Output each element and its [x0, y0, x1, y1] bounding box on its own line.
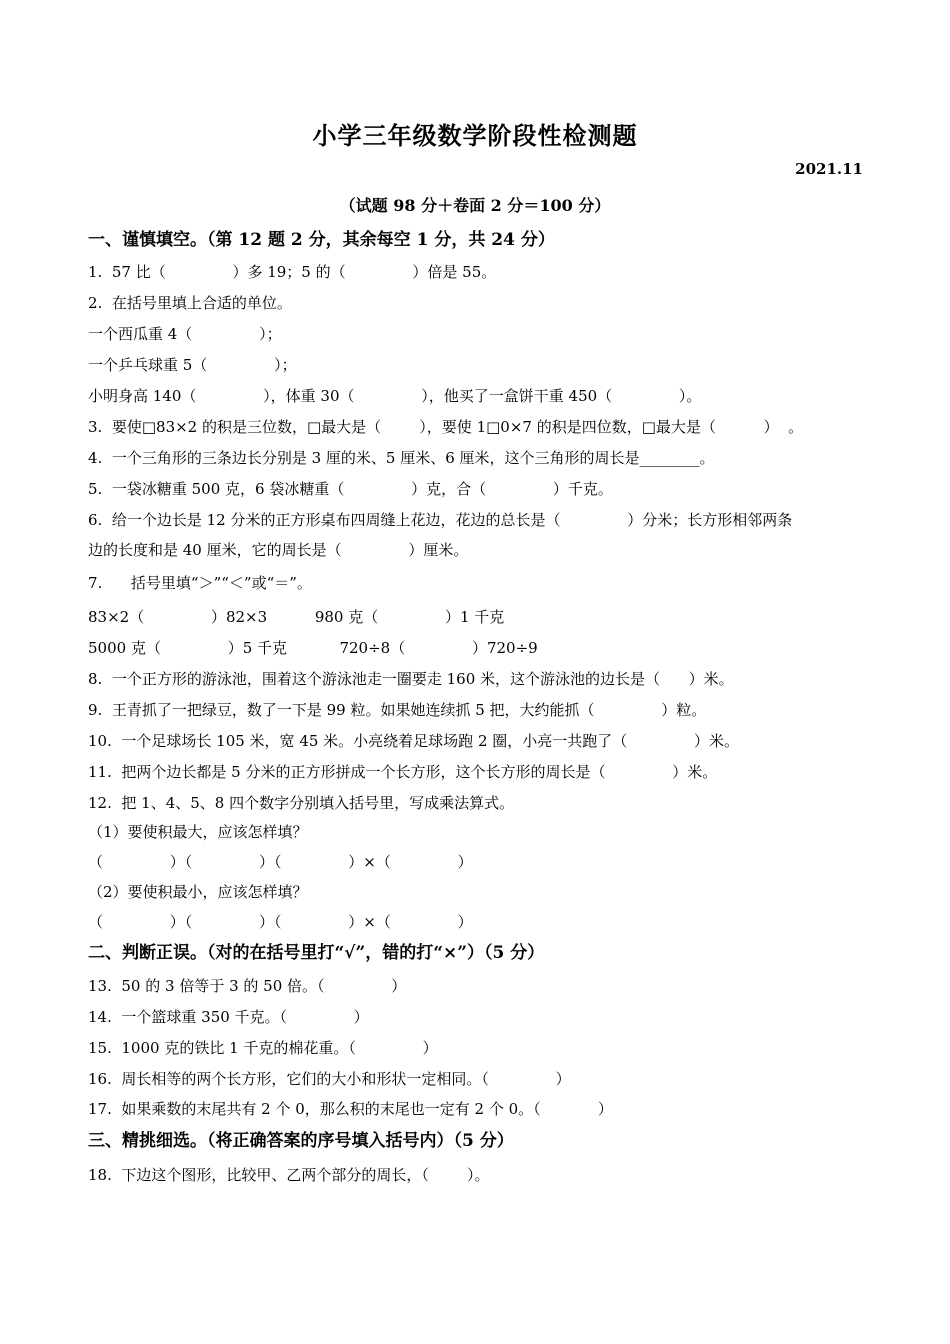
question-10: 10. 一个足球场长 105 米，宽 45 米。小亮绕着足球场跑 2 圈，小亮一共跑了（ ）米。: [88, 732, 740, 750]
question-12-answer-1: （ ）（ ）（ ）×（ ）: [88, 853, 473, 871]
question-12-part-2: （2）要使积最小，应该怎样填？: [88, 883, 308, 901]
question-12-part-1: （1）要使积最大，应该怎样填？: [88, 823, 308, 841]
question-13: 13. 50 的 3 倍等于 3 的 50 倍。（ ）: [88, 977, 407, 995]
question-17: 17. 如果乘数的末尾共有 2 个 0，那么积的末尾也一定有 2 个 0。（ ）: [88, 1100, 613, 1118]
question-7: 7. 括号里填“＞”“＜”或“＝”。: [88, 574, 312, 592]
question-15: 15. 1000 克的铁比 1 千克的棉花重。（ ）: [88, 1039, 438, 1057]
question-2-line-b: 一个乒乓球重 5（ ）；: [88, 356, 297, 374]
question-1: 1. 57 比（ ）多 19；5 的（ ）倍是 55。: [88, 263, 497, 281]
question-2-line-a: 一个西瓜重 4（ ）；: [88, 325, 282, 343]
question-11: 11. 把两个边长都是 5 分米的正方形拼成一个长方形，这个长方形的周长是（ ）米。: [88, 763, 718, 781]
question-16: 16. 周长相等的两个长方形，它们的大小和形状一定相同。（ ）: [88, 1070, 571, 1088]
question-4: 4. 一个三角形的三条边长分别是 3 厘的米、5 厘米、6 厘米，这个三角形的周长是________。: [88, 449, 715, 467]
section-heading-1: 一、谨慎填空。（第 12 题 2 分，其余每空 1 分，共 24 分）: [88, 230, 555, 250]
section-heading-3: 三、精挑细选。（将正确答案的序号填入括号内）（5 分）: [88, 1131, 514, 1151]
question-14: 14. 一个篮球重 350 千克。（ ）: [88, 1008, 369, 1026]
question-3: 3. 要使□83×2 的积是三位数，□最大是（ ），要使 1□0×7 的积是四位数，□最大是（ ） 。: [88, 418, 804, 436]
question-9: 9. 王青抓了一把绿豆，数了一下是 99 粒。如果她连续抓 5 把，大约能抓（ ）粒。: [88, 701, 707, 719]
question-6-cont: 边的长度和是 40 厘米，它的周长是（ ）厘米。: [88, 541, 469, 559]
question-5: 5. 一袋冰糖重 500 克，6 袋冰糖重（ ）克，合（ ）千克。: [88, 480, 613, 498]
question-6: 6. 给一个边长是 12 分米的正方形桌布四周缝上花边，花边的总长是（ ）分米；长方形相邻两条: [88, 511, 793, 529]
page-title: 小学三年级数学阶段性检测题: [312, 121, 638, 150]
exam-date: 2021.11: [795, 160, 863, 178]
question-12-answer-2: （ ）（ ）（ ）×（ ）: [88, 913, 473, 931]
question-7-row-1: 83×2（ ）82×3 980 克（ ）1 千克: [88, 608, 505, 626]
score-note: （试题 98 分＋卷面 2 分＝100 分）: [339, 196, 611, 215]
question-12: 12. 把 1、4、5、8 四个数字分别填入括号里，写成乘法算式。: [88, 794, 515, 812]
question-7-row-2: 5000 克（ ）5 千克 720÷8（ ）720÷9: [88, 639, 538, 657]
question-2-line-c: 小明身高 140（ ），体重 30（ ），他买了一盒饼干重 450（ ）。: [88, 387, 702, 405]
question-8: 8. 一个正方形的游泳池，围着这个游泳池走一圈要走 160 米，这个游泳池的边长是（ ）米。: [88, 670, 734, 688]
question-18: 18. 下边这个图形，比较甲、乙两个部分的周长，（ ）。: [88, 1166, 490, 1184]
section-heading-2: 二、判断正误。（对的在括号里打“√”，错的打“×”）（5 分）: [88, 943, 545, 963]
question-2: 2. 在括号里填上合适的单位。: [88, 294, 292, 312]
